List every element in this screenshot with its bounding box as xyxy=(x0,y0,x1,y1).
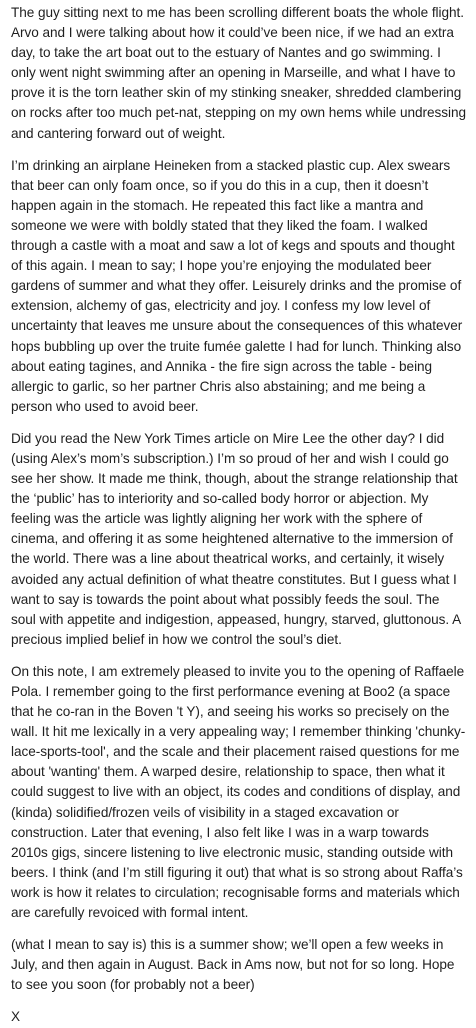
paragraph-beer: I’m drinking an airplane Heineken from a stacked plastic cup. Alex swears that beer can only foam once, so if you do this in a cup, then it doesn’t happen again in the stomach. He repeated this fact like a mantra and someone we were with boldly stated that they liked the foam. I walked through a castle with a moat and saw a lot of kegs and spouts and thought of this again. I mean to say; I hope you’re enjoying the modulated beer gardens of summer and what they offer. Leisurely drinks and the promise of extension, alchemy of gas, electricity and joy. I confess my low level of uncertainty that leaves me unsure about the consequences of this whatever hops bubbling up over the truite fumée galette I had for lunch. Thinking also about eating tagines, and Annika - the fire sign across the table - being allergic to garlic, so her partner Chris also abstaining; and me being a person who used to avoid beer. xyxy=(11,157,463,414)
paragraph-summer-show: (what I mean to say is) this is a summer show; we’ll open a few weeks in July, and then again in August. Back in Ams now, but not for so long. Hope to see you soon (for probably not a beer) xyxy=(11,937,455,993)
signoff: X xyxy=(11,1009,21,1025)
paragraph-flight: The guy sitting next to me has been scrolling different boats the whole flight. Arvo and I were talking about how it could’ve been nice, if we had an extra day, to take the art boat out to the estuary of Nantes and go swimming. I only went night swimming after an opening in Marseille, and what I have to prove it is the torn leather skin of my stinking sneaker, shredded clambering on rocks after too much pet-nat, stepping on my own hems while undressing and cantering forward out of weight. xyxy=(11,5,467,141)
paragraph-invitation: On this note, I am extremely pleased to invite you to the opening of Raffaele Pola. I remember going to the first performance evening at Boo2 (a space that he co-ran in the Boven 't Y), and seeing his works so precisely on the wall. It hit me lexically in a very appealing way; I remember thinking 'chunky-lace-sports-tool', and the scale and their placement raised questions for me about 'wanting' them. A warped desire, relationship to space, then what it could suggest to live with an object, its codes and conditions of display, and (kinda) solidified/frozen veils of visibility in a staged excavation or construction. Later that evening, I also felt like I was in a warp towards 2010s gigs, sincere listening to live electronic music, standing outside with beers. I think (and I’m still figuring it out) that what is so strong about Raffa’s work is how it relates to circulation; recognisable forms and materials which are carefully revoiced with formal intent. xyxy=(11,663,466,921)
paragraph-article: Did you read the New York Times article on Mire Lee the other day? I did (using Alex’s mom’s subscription.) I’m so proud of her and wish I could go see her show. It made me think, though, about the strange relationship that the ‘public’ has to interiority and so-called body horror or abjection. My feeling was the article was lightly aligning her work with the sphere of cinema, and offering it as some heightened alternative to the immersion of the world. There was a line about theatrical works, and certainly, it wisely avoided any actual definition of what theatre constitutes. But I guess what I want to say is towards the point about what possibly feeds the soul. The soul with appetite and indigestion, appeased, hungry, starved, gluttonous. A precious implied belief in how we control the soul’s diet. xyxy=(11,430,461,647)
